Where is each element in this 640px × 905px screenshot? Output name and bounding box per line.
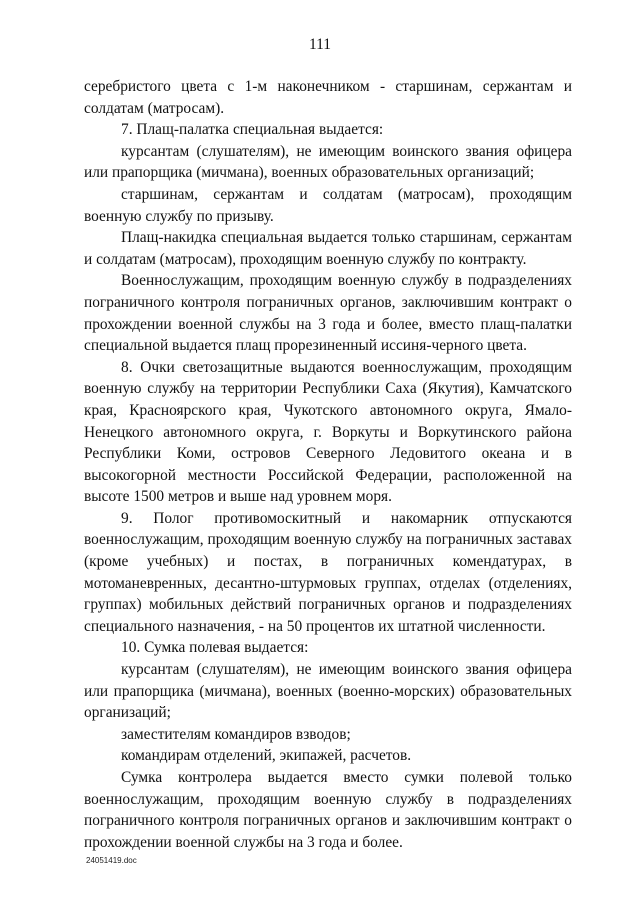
paragraph-cadets-field-bag: курсантам (слушателям), не имеющим воинского звания офицера или прапорщика (мичмана), военных (военно-морских) образовательных организаций; <box>84 661 572 722</box>
paragraph-item-7-heading: 7. Плащ-палатка специальная выдается: <box>121 121 384 139</box>
paragraph-squad-commanders: командирам отделений, экипажей, расчетов. <box>121 747 412 765</box>
paragraph-continuation: серебристого цвета с 1-м наконечником - старшинам, сержантам и солдатам (матросам). <box>84 78 572 117</box>
paragraph-item-8-goggles: 8. Очки светозащитные выдаются военнослужащим, проходящим военную службу на территории Республики Саха (Якутия), Камчатского края, Красноярского края, Чукотского автономного округа, Ямало-Ненецкого автономного округа, г. Воркуты и Воркутинского района Республики Коми, островов Северного Ледовитого океана и в высокогорной местности Российской Федерации, расположенной на высоте 1500 метров и выше над уровнем моря. <box>84 358 572 506</box>
paragraph-border-control-raincoat: Военнослужащим, проходящим военную службу в подразделениях пограничного контроля пограничных органов, заключившим контракт о прохождении военной службы на 3 года и более, вместо плащ-палатки специальной выдается плащ прорезиненный иссиня-черного цвета. <box>84 272 572 355</box>
paragraph-item-9-mosquito-net: 9. Полог противомоскитный и накомарник отпускаются военнослужащим, проходящим военную службу на пограничных заставах (кроме учебных) и постах, в пограничных комендатурах, в мотоманевренных, десантно-штурмовых группах, отделах (отделениях, группах) мобильных действий пограничных органов и подразделениях специального назначения, - на 50 процентов их штатной численности. <box>84 509 572 635</box>
page-number: 111 <box>308 36 332 53</box>
paragraph-conscripts: старшинам, сержантам и солдатам (матросам), проходящим военную службу по призыву. <box>84 185 572 225</box>
paragraph-cadets: курсантам (слушателям), не имеющим воинского звания офицера или прапорщика (мичмана), военных образовательных организаций; <box>84 142 572 182</box>
paragraph-cape: Плащ-накидка специальная выдается только старшинам, сержантам и солдатам (матросам), проходящим военную службу по контракту. <box>84 229 572 268</box>
paragraph-deputy-commanders: заместителям командиров взводов; <box>121 725 351 743</box>
paragraph-item-10-heading: 10. Сумка полевая выдается: <box>121 639 309 657</box>
document-body <box>84 76 572 853</box>
paragraph-controller-bag: Сумка контролера выдается вместо сумки полевой только военнослужащим, проходящим военную службу в подразделениях пограничного контроля пограничных органов и заключившим контракт о прохождении военной службы на 3 года и более. <box>84 769 572 851</box>
footer-filename: 24051419.doc <box>86 856 137 865</box>
